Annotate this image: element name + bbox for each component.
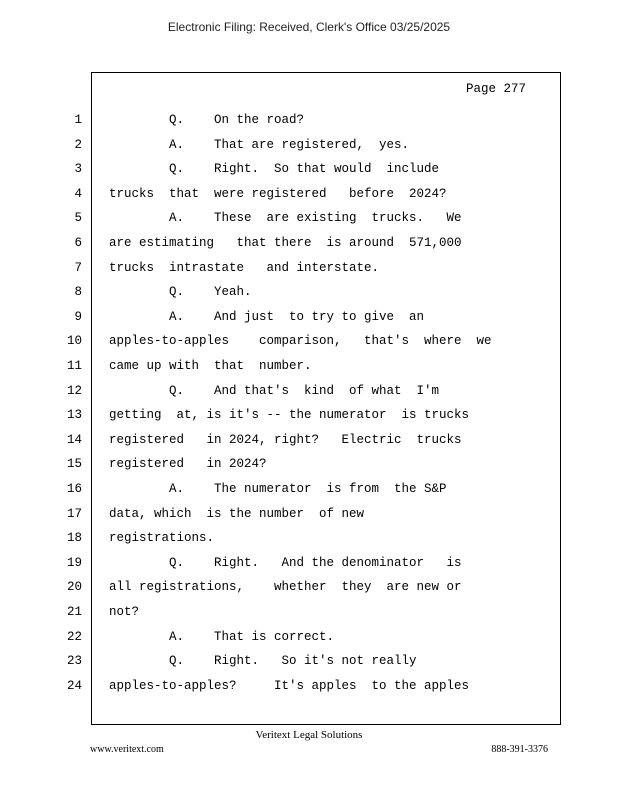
line-text: Q. Right. So that would include: [109, 162, 440, 177]
line-number: 17: [66, 506, 82, 521]
transcript-line: [0, 630, 618, 650]
transcript-line: [0, 334, 618, 354]
transcript-line: [0, 138, 618, 158]
footer-phone: 888-391-3376: [491, 744, 548, 755]
line-number: 8: [74, 285, 82, 300]
line-number: 6: [74, 236, 82, 250]
transcript-line: [0, 556, 618, 576]
line-number: 21: [66, 605, 82, 619]
transcript-line: [0, 679, 618, 699]
line-number: 7: [74, 260, 82, 275]
line-number: 10: [66, 334, 82, 349]
transcript-line: [0, 211, 618, 231]
transcript-line: [0, 285, 618, 305]
line-number: 15: [66, 457, 82, 472]
line-number: 5: [74, 211, 82, 226]
footer-company: Veritext Legal Solutions: [255, 729, 363, 741]
line-text: registered in 2024?: [109, 457, 267, 472]
line-text: Q. Yeah.: [109, 285, 252, 300]
footer-website: www.veritext.com: [90, 744, 164, 755]
line-text: Q. On the road?: [109, 113, 305, 127]
transcript-line: [0, 408, 618, 428]
line-text: all registrations, whether they are new or: [109, 580, 462, 595]
line-number: 23: [66, 654, 82, 669]
filing-header: Electronic Filing: Received, Clerk's Office 03/25/2025: [167, 20, 451, 34]
line-text: getting at, is it's -- the numerator is trucks: [109, 408, 470, 423]
line-text: A. That are registered, yes.: [109, 137, 410, 152]
line-number: 13: [66, 408, 82, 423]
line-text: A. And just to try to give an: [109, 309, 425, 324]
line-text: Q. Right. So it's not really: [109, 654, 417, 669]
transcript-line: [0, 605, 618, 625]
line-number: 18: [66, 531, 82, 546]
line-number: 11: [66, 359, 82, 373]
transcript-line: [0, 162, 618, 182]
line-text: apples-to-apples comparison, that's where we: [109, 334, 492, 349]
transcript-line: [0, 236, 618, 256]
line-text: trucks intrastate and interstate.: [109, 260, 380, 275]
line-number: 19: [66, 555, 82, 570]
line-number: 3: [74, 162, 82, 177]
line-text: came up with that number.: [109, 359, 312, 373]
line-text: A. That is correct.: [109, 629, 335, 644]
line-number: 22: [66, 629, 82, 644]
transcript-line: [0, 654, 618, 674]
line-text: A. The numerator is from the S&P: [109, 482, 447, 496]
transcript-line: [0, 310, 618, 330]
transcript-line: [0, 457, 618, 477]
line-number: 14: [66, 432, 82, 447]
transcript-line: [0, 433, 618, 453]
line-text: registrations.: [109, 531, 215, 546]
transcript-line: [0, 384, 618, 404]
line-number: 16: [66, 482, 82, 496]
line-text: registered in 2024, right? Electric trucks: [109, 432, 462, 447]
line-number: 12: [66, 383, 82, 398]
line-number: 1: [74, 113, 82, 127]
line-number: 20: [66, 580, 82, 595]
line-number: 2: [74, 137, 82, 152]
line-text: are estimating that there is around 571,000: [109, 236, 462, 250]
transcript-line: [0, 482, 618, 502]
page-number: Page 277: [465, 82, 526, 96]
transcript-line: [0, 580, 618, 600]
line-number: 24: [66, 678, 82, 693]
line-text: data, which is the number of new: [109, 506, 365, 521]
transcript-line: [0, 261, 618, 281]
line-text: A. These are existing trucks. We: [109, 211, 462, 226]
transcript-line: [0, 359, 618, 379]
line-text: Q. Right. And the denominator is: [109, 555, 462, 570]
transcript-line: [0, 507, 618, 527]
line-text: Q. And that's kind of what I'm: [109, 383, 440, 398]
line-text: apples-to-apples? It's apples to the apples: [109, 678, 470, 693]
line-number: 4: [74, 186, 82, 201]
transcript-line: [0, 531, 618, 551]
line-text: not?: [109, 605, 140, 619]
line-text: trucks that were registered before 2024?: [109, 186, 447, 201]
line-number: 9: [74, 309, 82, 324]
transcript-line: [0, 187, 618, 207]
transcript-line: [0, 113, 618, 133]
